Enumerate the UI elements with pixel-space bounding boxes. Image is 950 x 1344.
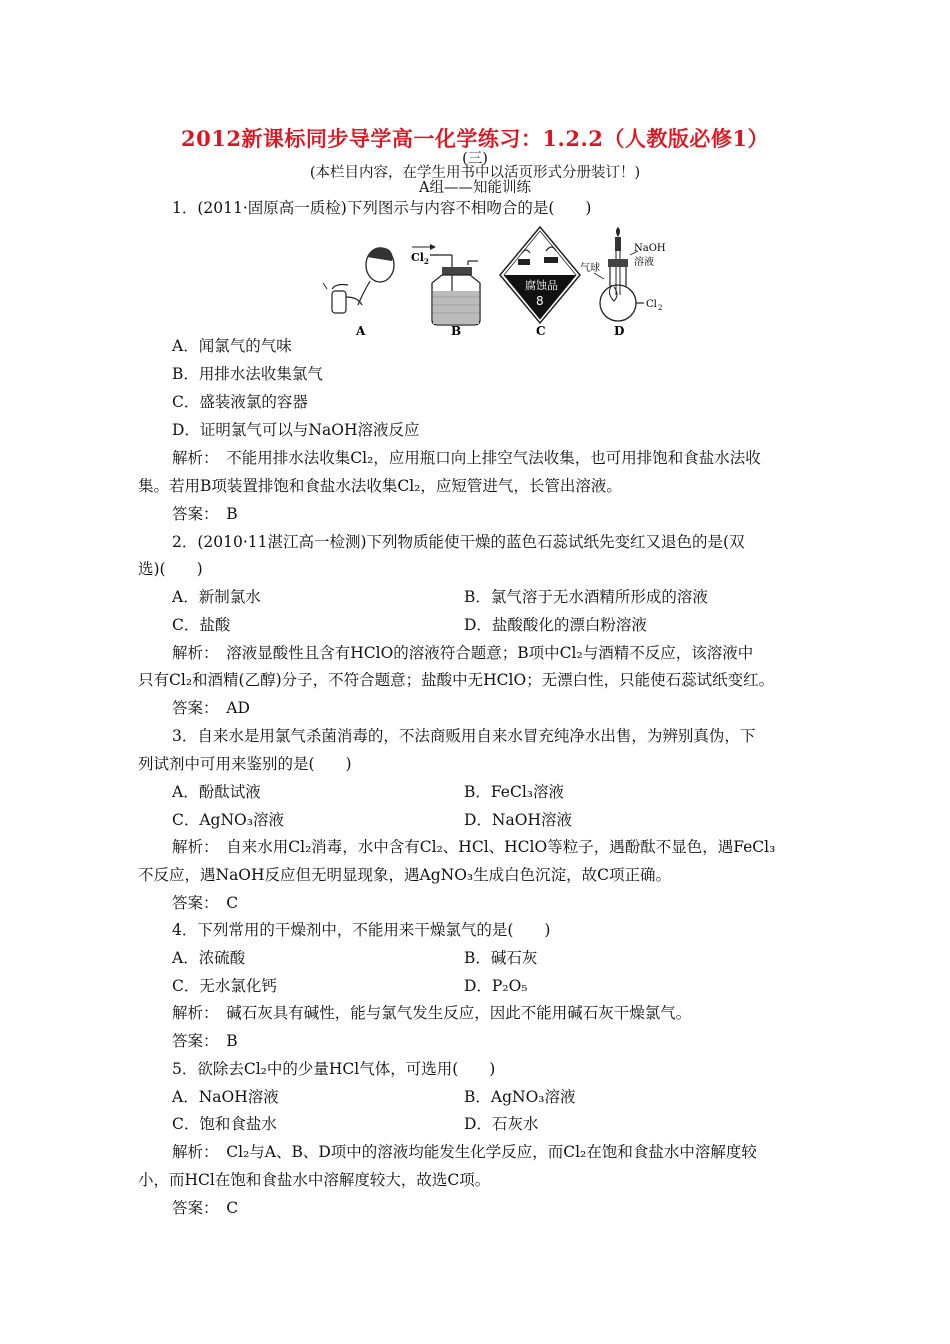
q2-analysis-line1: 解析： 溶液显酸性且含有HClO的溶液符合题意；B项中Cl₂与酒精不反应，该溶液中 bbox=[172, 644, 754, 662]
svg-text:NaOH: NaOH bbox=[634, 243, 666, 254]
figure-label-a: A bbox=[356, 324, 366, 338]
svg-text:腐蚀品: 腐蚀品 bbox=[525, 279, 558, 292]
q5-analysis-line1: 解析： Cl₂与A、B、D项中的溶液均能发生化学反应，而Cl₂在饱和食盐水中溶解度较 bbox=[172, 1143, 757, 1161]
q5-analysis-line2: 小，而HCl在饱和食盐水中溶解度较大，故选C项。 bbox=[138, 1171, 491, 1189]
q1-option-d: D．证明氯气可以与NaOH溶液反应 bbox=[172, 421, 420, 439]
q2-stem-line2: 选)( ) bbox=[138, 560, 203, 578]
q3-stem-line2: 列试剂中可用来鉴别的是( ) bbox=[138, 755, 352, 773]
q2-option-c: C．盐酸 bbox=[172, 616, 231, 634]
q3-stem-line1: 3．自来水是用氯气杀菌消毒的，不法商贩用自来水冒充纯净水出售，为辨别真伪，下 bbox=[172, 727, 756, 745]
q2-option-b: B．氯气溶于无水酒精所形成的溶液 bbox=[464, 588, 708, 606]
q1-option-b: B．用排水法收集氯气 bbox=[172, 365, 323, 383]
q2-analysis-line2: 只有Cl₂和酒精(乙醇)分子，不符合题意；盐酸中无HClO；无漂白性，只能使石蕊试纸变红。 bbox=[138, 671, 775, 689]
svg-text:气球: 气球 bbox=[580, 263, 600, 274]
q1-analysis-line2: 集。若用B项装置排饱和食盐水法收集Cl₂，应短管进气，长管出溶液。 bbox=[138, 477, 622, 495]
figure-b-bottle-icon bbox=[411, 244, 480, 325]
figure-label-c: C bbox=[536, 324, 546, 338]
q4-answer: 答案： B bbox=[172, 1032, 238, 1050]
q3-option-c: C．AgNO₃溶液 bbox=[172, 811, 284, 829]
q4-analysis: 解析： 碱石灰具有碱性，能与氯气发生反应，因此不能用碱石灰干燥氯气。 bbox=[172, 1004, 692, 1022]
q1-option-a: A．闻氯气的气味 bbox=[172, 337, 292, 355]
apparatus-figure bbox=[318, 225, 668, 340]
q1-answer: 答案： B bbox=[172, 505, 238, 523]
document-title: 2012新课标同步导学高一化学练习：1.2.2（人教版必修1） bbox=[180, 126, 769, 151]
q2-stem-line1: 2．(2010·11湛江高一检测)下列物质能使干燥的蓝色石蕊试纸先变红又退色的是(双 bbox=[172, 533, 745, 551]
q5-answer: 答案： C bbox=[172, 1199, 239, 1217]
figure-label-d: D bbox=[614, 324, 625, 338]
q4-option-d: D．P₂O₅ bbox=[464, 977, 528, 995]
q4-option-b: B．碱石灰 bbox=[464, 949, 538, 967]
svg-text:Cl: Cl bbox=[411, 251, 424, 264]
q1-stem: 1．(2011·固原高一质检)下列图示与内容不相吻合的是( ) bbox=[172, 199, 592, 217]
q4-option-c: C．无水氯化钙 bbox=[172, 977, 277, 995]
q1-analysis-line1: 解析： 不能用排水法收集Cl₂，应用瓶口向上排空气法收集，也可用排饱和食盐水法收 bbox=[172, 449, 761, 467]
q5-option-b: B．AgNO₃溶液 bbox=[464, 1088, 576, 1106]
svg-text:8: 8 bbox=[536, 294, 544, 308]
group-heading: A组——知能训练 bbox=[419, 180, 531, 196]
q5-option-d: D．石灰水 bbox=[464, 1115, 539, 1133]
q3-answer: 答案： C bbox=[172, 894, 239, 912]
q3-option-b: B．FeCl₃溶液 bbox=[464, 783, 565, 801]
q3-analysis-line1: 解析： 自来水用Cl₂消毒，水中含有Cl₂、HCl、HClO等粒子，遇酚酞不显色，遇FeCl₃ bbox=[172, 838, 776, 856]
q4-stem: 4．下列常用的干燥剂中，不能用来干燥氯气的是( ) bbox=[172, 921, 551, 939]
q2-option-d: D．盐酸酸化的漂白粉溶液 bbox=[464, 616, 647, 634]
q5-option-a: A．NaOH溶液 bbox=[172, 1088, 279, 1106]
section-mark: (三) bbox=[462, 151, 488, 167]
q2-option-a: A．新制氯水 bbox=[172, 588, 261, 606]
figure-a-smelling-icon bbox=[323, 247, 394, 313]
figure-c-corrosive-sign-icon bbox=[500, 227, 580, 323]
q2-answer: 答案： AD bbox=[172, 699, 250, 717]
figure-label-b: B bbox=[451, 324, 462, 338]
svg-text:溶液: 溶液 bbox=[634, 257, 654, 268]
figure-d-flask-icon bbox=[580, 227, 666, 321]
svg-text:2: 2 bbox=[424, 257, 429, 266]
q3-option-d: D．NaOH溶液 bbox=[464, 811, 572, 829]
q4-option-a: A．浓硫酸 bbox=[172, 949, 246, 967]
q3-option-a: A．酚酞试液 bbox=[172, 783, 261, 801]
svg-text:Cl: Cl bbox=[646, 299, 657, 310]
q3-analysis-line2: 不反应，遇NaOH反应但无明显现象，遇AgNO₃生成白色沉淀，故C项正确。 bbox=[138, 866, 671, 884]
q5-option-c: C．饱和食盐水 bbox=[172, 1115, 277, 1133]
binding-note: (本栏目内容，在学生用书中以活页形式分册装订！) bbox=[309, 165, 641, 181]
q1-option-c: C．盛装液氯的容器 bbox=[172, 393, 308, 411]
svg-text:2: 2 bbox=[658, 304, 663, 312]
q5-stem: 5．欲除去Cl₂中的少量HCl气体，可选用( ) bbox=[172, 1060, 496, 1078]
